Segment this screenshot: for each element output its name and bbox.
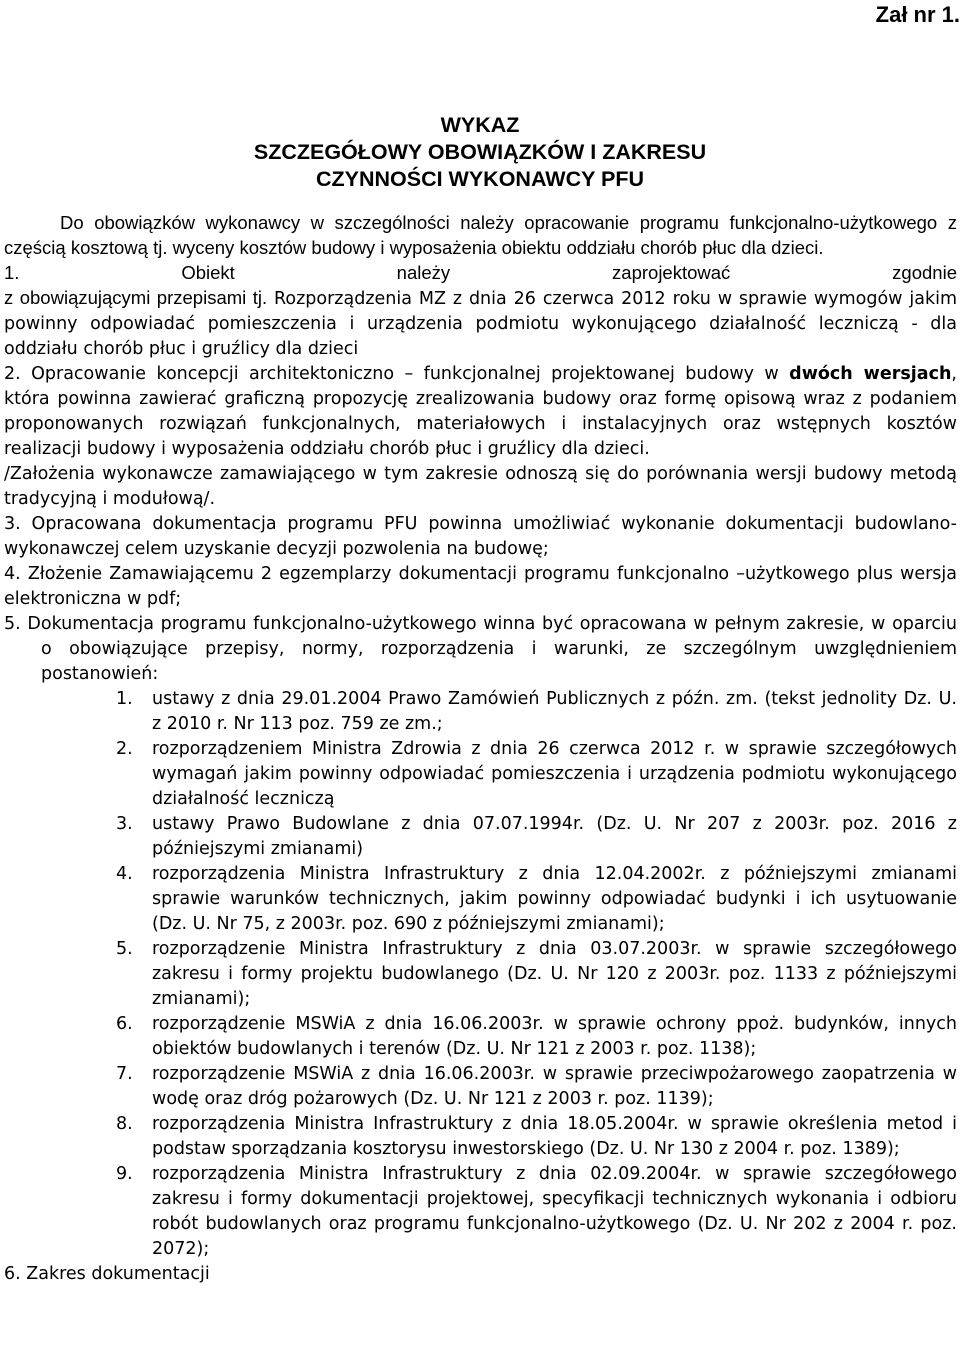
list-item xyxy=(4,1162,957,1262)
list-item-text: rozporządzenia Ministra Infrastruktury z dnia 18.05.2004r. w sprawie określenia metod i podstaw sporządzania kosztorysu inwestorskiego (Dz. U. Nr 130 z 2004 r. poz. 1389); xyxy=(152,1114,957,1159)
title-line-1: WYKAZ xyxy=(440,113,520,137)
list-item-text: rozporządzenie MSWiA z dnia 16.06.2003r. w sprawie przeciwpożarowego zaopatrzenia w wodę oraz dróg pożarowych (Dz. U. Nr 121 z 2003 r. poz. 1139); xyxy=(152,1064,957,1109)
list-item-number: 5. xyxy=(116,939,133,959)
list-item-number: 9. xyxy=(116,1164,133,1184)
point-2-paragraph xyxy=(4,362,957,462)
list-item-text: rozporządzenie Ministra Infrastruktury z dnia 03.07.2003r. w sprawie szczegółowego zakresu i formy projektu budowlanego (Dz. U. Nr 120 z 2003r. poz. 1133 z późniejszymi zmianami); xyxy=(152,939,957,1009)
list-item-text: rozporządzenie MSWiA z dnia 16.06.2003r. w sprawie ochrony ppoż. budynków, innych obiektów budowlanych i terenów (Dz. U. Nr 121 z 2003 r. poz. 1138); xyxy=(152,1014,957,1059)
point-5-paragraph: 5. Dokumentacja programu funkcjonalno-użytkowego winna być opracowana w pełnym zakresie, w oparciu o obowiązujące przepisy, normy, rozporządzenia i warunki, ze szczególnym uwzględnieniem postanowień: xyxy=(4,614,957,684)
title-line-3: CZYNNOŚCI WYKONAWCY PFU xyxy=(315,167,645,191)
point-4-paragraph: 4. Złożenie Zamawiającemu 2 egzemplarzy dokumentacji programu funkcjonalno –użytkowego plus wersja elektroniczna w pdf; xyxy=(4,564,957,609)
list-item-text: rozporządzenia Ministra Infrastruktury z dnia 02.09.2004r. w sprawie szczegółowego zakresu i formy dokumentacji projektowej, specyfikacji technicznych wykonania i odbioru robót budowlanych oraz programu funkcjonalno-użytkowego (Dz. U. Nr 202 z 2004 r. poz. 2072); xyxy=(152,1164,957,1259)
point-1-text: Rozporządzenia MZ z dnia 26 czerwca 2012 roku w sprawie wymogów jakim powinny odpowiadać pomieszczenia i urządzenia podmiotu wykonującego działalność leczniczą - dla oddziału chorób płuc i gruźlicy dla dzieci xyxy=(4,289,957,359)
list-item xyxy=(4,812,957,862)
list-item xyxy=(4,1112,957,1162)
list-item-number: 2. xyxy=(116,739,133,759)
list-item-number: 6. xyxy=(116,1014,133,1034)
point-2-pre: 2. Opracowanie koncepcji architektoniczno – funkcjonalnej projektowanej budowy w xyxy=(4,364,790,384)
document-body xyxy=(4,210,957,1287)
title-line-2: SZCZEGÓŁOWY OBOWIĄZKÓW I ZAKRESU xyxy=(253,140,707,164)
point-2-bold: dwóch wersjach xyxy=(789,364,952,384)
point-1-heading: 1. Obiekt należy zaprojektować zgodnie xyxy=(4,262,957,283)
document-title xyxy=(0,112,960,193)
list-item xyxy=(4,862,957,937)
attachment-label: Zał nr 1. xyxy=(875,2,960,27)
list-item-number: 1. xyxy=(116,689,133,709)
point-3-paragraph: 3. Opracowana dokumentacja programu PFU powinna umożliwiać wykonanie dokumentacji budowlano-wykonawczej celem uzyskanie decyzji pozwolenia na budowę; xyxy=(4,514,957,559)
list-item xyxy=(4,937,957,1012)
list-item-number: 4. xyxy=(116,864,133,884)
list-item-text: ustawy Prawo Budowlane z dnia 07.07.1994r. (Dz. U. Nr 207 z 2003r. poz. 2016 z późniejszymi zmianami) xyxy=(152,814,957,859)
point-1-lead: z obowiązującymi przepisami tj. xyxy=(4,287,268,308)
point-2-note: /Założenia wykonawcze zamawiającego w tym zakresie odnoszą się do porównania wersji budowy metodą tradycyjną i modułową/. xyxy=(4,464,957,509)
list-item-number: 7. xyxy=(116,1064,133,1084)
point-1-paragraph xyxy=(4,285,957,362)
list-item-number: 3. xyxy=(116,814,133,834)
list-item xyxy=(4,1012,957,1062)
intro-paragraph: Do obowiązków wykonawcy w szczególności należy opracowanie programu funkcjonalno-użytkowego z częścią kosztową tj. wyceny kosztów budowy i wyposażenia obiektu oddziału chorób płuc dla dzieci. xyxy=(4,212,957,258)
point-6-heading: 6. Zakres dokumentacji xyxy=(4,1264,210,1284)
list-item xyxy=(4,737,957,812)
list-item xyxy=(4,687,957,737)
list-item-text: ustawy z dnia 29.01.2004 Prawo Zamówień Publicznych z późn. zm. (tekst jednolity Dz. U. z 2010 r. Nr 113 poz. 759 ze zm.; xyxy=(152,689,957,734)
list-item-number: 8. xyxy=(116,1114,133,1134)
regulations-list xyxy=(4,687,957,1262)
list-item xyxy=(4,1062,957,1112)
list-item-text: rozporządzenia Ministra Infrastruktury z dnia 12.04.2002r. z późniejszymi zmianami sprawie warunków technicznych, jakim powinny odpowiadać budynki i ich usytuowanie (Dz. U. Nr 75, z 2003r. poz. 690 z późniejszymi zmianami); xyxy=(152,864,957,934)
point-2-post: , która powinna zawierać graficzną propozycję zrealizowania budowy oraz formę opisową wraz z podaniem proponowanych rozwiązań funkcjonalnych, materiałowych i instalacyjnych oraz wstępnych kosztów realizacji budowy i wyposażenia oddziału chorób płuc i gruźlicy dla dzieci. xyxy=(4,364,957,459)
list-item-text: rozporządzeniem Ministra Zdrowia z dnia 26 czerwca 2012 r. w sprawie szczegółowych wymagań jakim powinny odpowiadać pomieszczenia i urządzenia podmiotu wykonującego działalność leczniczą xyxy=(152,739,957,809)
